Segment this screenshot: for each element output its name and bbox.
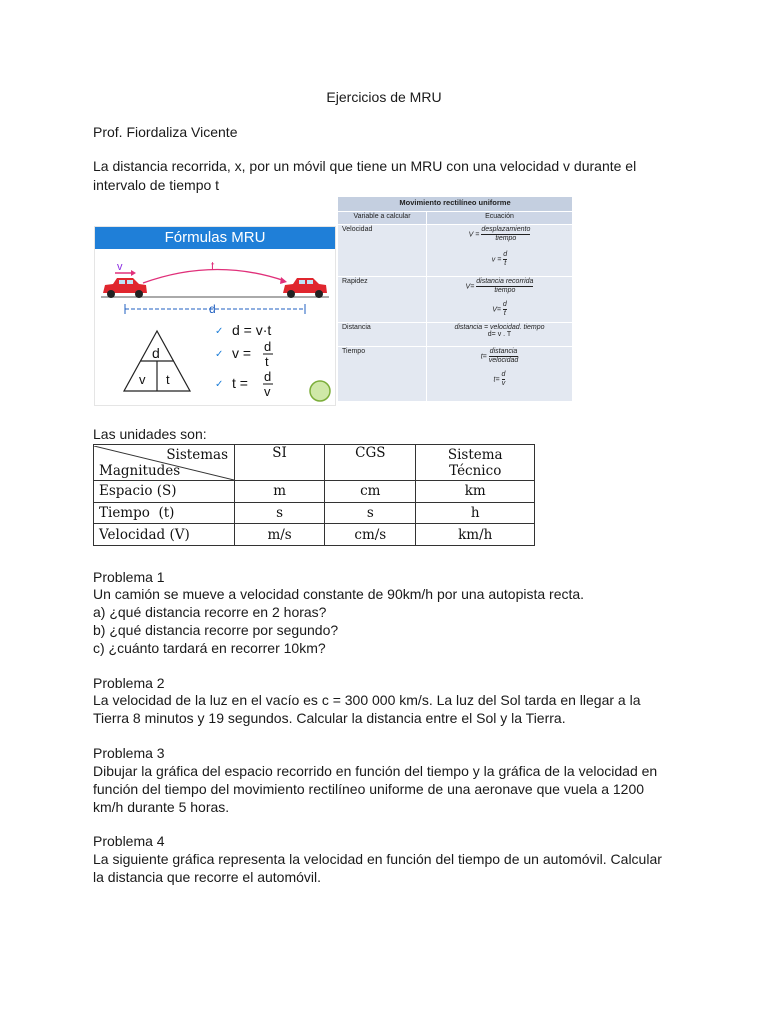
v-label: v <box>117 261 123 273</box>
problem-3-line: Dibujar la gráfica del espacio recorrido en función del tiempo y la gráfica de la velocidad en <box>93 763 658 779</box>
t-label: t <box>211 259 215 273</box>
header-si: SI <box>235 445 325 481</box>
table-row <box>94 445 535 481</box>
corner-magnitudes: Magnitudes <box>99 462 181 479</box>
problem-4-line: La siguiente gráfica representa la velocidad en función del tiempo de un automóvil. Calcular <box>93 851 662 867</box>
formula-d: d = v·t <box>232 322 272 338</box>
problem-3-line: función del tiempo del movimiento rectilíneo uniforme de una aeronave que vuela a 1200 <box>93 781 645 797</box>
mru-figure-header: Fórmulas MRU <box>95 227 335 249</box>
header-cgs: CGS <box>325 445 416 481</box>
row-variable: Rapidez <box>338 277 427 323</box>
table-cell: cm <box>325 481 416 503</box>
problem-2-line: Tierra 8 minutos y 19 segundos. Calcular la distancia entre el Sol y la Tierra. <box>93 710 566 726</box>
formula-v-num: d <box>264 339 272 354</box>
table-row: Tiempo t= distancia velocidad t= $\frac{d}{v}$ <box>338 347 573 402</box>
formula-v: v = <box>232 345 252 361</box>
triangle-top-label: d <box>152 345 160 361</box>
table-row <box>94 502 535 524</box>
car-right-icon <box>283 278 327 298</box>
page-title: Ejercicios de MRU <box>326 89 442 105</box>
movement-table <box>337 196 573 402</box>
formula-t-num: d <box>264 369 272 384</box>
table-row: Distancia distancia = velocidad. tiempo d= v . T <box>338 323 573 347</box>
intro-line-1: La distancia recorrida, x, por un móvil que tiene un MRU con una velocidad v durante el <box>93 158 637 174</box>
table-cell: m <box>235 481 325 503</box>
row-variable: Distancia <box>338 323 427 347</box>
problem-1-line: a) ¿qué distancia recorre en 2 horas? <box>93 604 327 620</box>
units-intro: Las unidades son: <box>93 426 207 442</box>
mag-velocidad: Velocidad (V) <box>94 524 235 546</box>
header-sistema-tecnico: Sistema Técnico <box>416 445 535 481</box>
table-cell: h <box>416 502 535 524</box>
problem-1-heading: Problema 1 <box>93 569 165 585</box>
mag-espacio: Espacio (S) <box>94 481 235 503</box>
car-left-icon <box>103 278 147 298</box>
author: Prof. Fiordaliza Vicente <box>93 124 238 140</box>
mru-formulas-figure <box>94 226 336 406</box>
table-cell: s <box>235 502 325 524</box>
check-icon: ✓ <box>215 349 224 360</box>
row-variable: Tiempo <box>338 347 427 402</box>
table-row <box>94 481 535 503</box>
corner-sistemas: Sistemas <box>166 446 228 463</box>
check-icon: ✓ <box>215 379 224 390</box>
table-cell: cm/s <box>325 524 416 546</box>
formula-t: t = <box>232 375 248 391</box>
movement-header-variable: Variable a calcular <box>338 212 427 225</box>
table-cell: s <box>325 502 416 524</box>
table-row: Rapidez V= distancia recorrida tiempo V= $\frac{d}{t}$ <box>338 277 573 323</box>
formula-t-den: v <box>264 384 271 399</box>
triangle-right-label: t <box>166 372 170 387</box>
problem-1-line: c) ¿cuánto tardará en recorrer 10km? <box>93 640 326 656</box>
problem-1-line: b) ¿qué distancia recorre por segundo? <box>93 622 339 638</box>
units-table <box>93 444 535 546</box>
table-cell: m/s <box>235 524 325 546</box>
d-label: d <box>209 302 216 316</box>
problem-4-heading: Problema 4 <box>93 833 165 849</box>
problem-2-line: La velocidad de la luz en el vacío es c = 300 000 km/s. La luz del Sol tarda en llegar a la <box>93 692 641 708</box>
row-variable: Velocidad <box>338 225 427 277</box>
intro-line-2: intervalo de tiempo t <box>93 177 220 193</box>
problem-4-line: la distancia que recorre el automóvil. <box>93 869 322 885</box>
triangle-left-label: v <box>139 372 146 387</box>
table-cell: km/h <box>416 524 535 546</box>
movement-header-equation: Ecuación <box>427 212 573 225</box>
problem-3-line: km/h durante 5 horas. <box>93 799 230 815</box>
problem-3-heading: Problema 3 <box>93 745 165 761</box>
logo-icon <box>310 381 330 401</box>
table-row <box>94 524 535 546</box>
check-icon: ✓ <box>215 326 224 337</box>
formula-triangle-icon <box>124 331 190 391</box>
table-row: Velocidad V = desplazamiento tiempo v = $\frac{d}{t}$ <box>338 225 573 277</box>
problem-2-heading: Problema 2 <box>93 675 165 691</box>
mru-diagram <box>95 227 335 405</box>
mag-tiempo: Tiempo (t) <box>94 502 235 524</box>
movement-table-title: Movimiento rectilíneo uniforme <box>338 197 573 212</box>
table-cell: km <box>416 481 535 503</box>
formula-v-den: t <box>265 354 269 369</box>
problem-1-line: Un camión se mueve a velocidad constante de 90km/h por una autopista recta. <box>93 586 585 602</box>
